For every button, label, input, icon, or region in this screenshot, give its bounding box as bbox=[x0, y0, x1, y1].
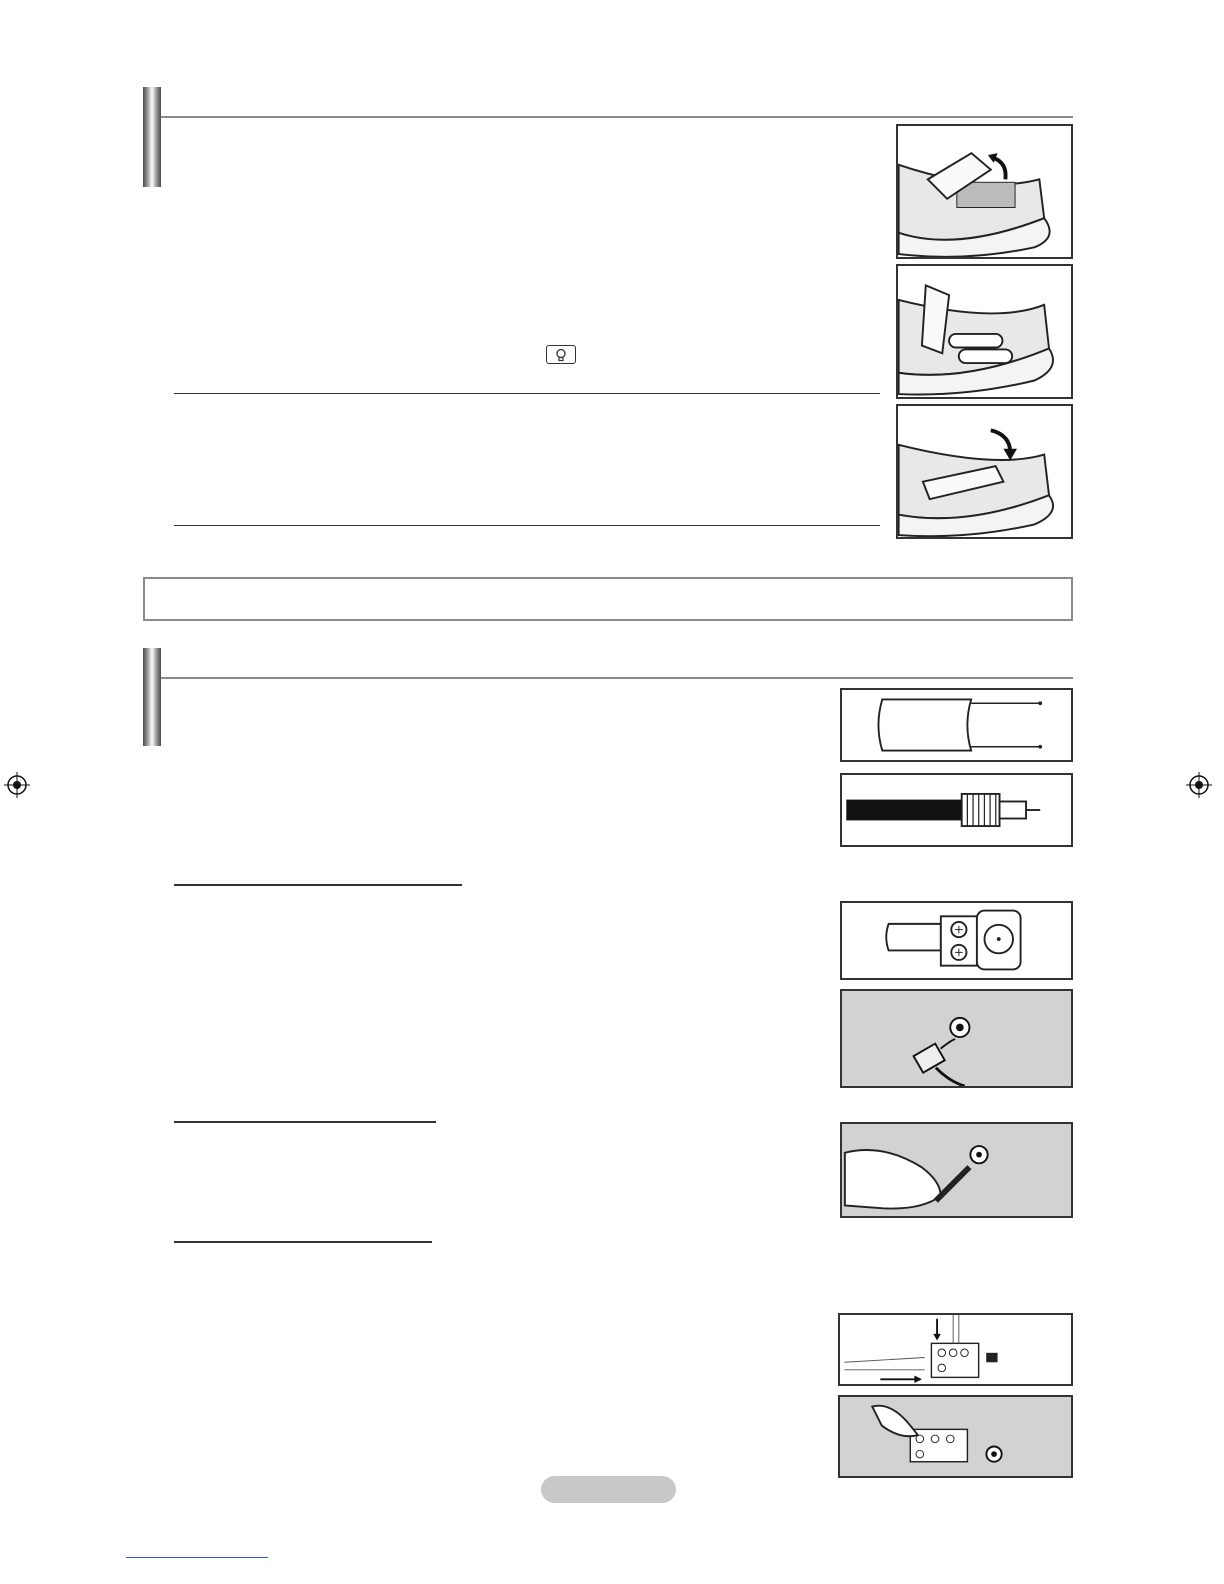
lamp-icon bbox=[554, 348, 568, 362]
note-rule-bottom bbox=[174, 525, 880, 526]
splitter-connection-figure bbox=[838, 1313, 1073, 1386]
subsection-rule-1 bbox=[174, 884, 462, 886]
subsection-rule-3 bbox=[174, 1241, 432, 1243]
remote-close-cover-figure bbox=[896, 404, 1073, 539]
splitter-in-hand-figure bbox=[838, 1395, 1073, 1478]
section-1-rule bbox=[161, 116, 1073, 118]
registration-mark-icon bbox=[4, 772, 30, 798]
section-1-bar bbox=[143, 87, 161, 187]
adapter-twin-lead-screws-figure bbox=[840, 901, 1073, 980]
cable-plug-in-hand-figure bbox=[840, 1122, 1073, 1218]
section-banner bbox=[143, 577, 1073, 621]
section-2-bar bbox=[143, 648, 161, 746]
antenna-terminal-plug-figure bbox=[840, 989, 1073, 1088]
cable-75ohm-round-figure bbox=[840, 773, 1073, 847]
remote-open-cover-figure bbox=[896, 124, 1073, 259]
subsection-rule-2 bbox=[174, 1121, 436, 1123]
lamp-button-icon bbox=[546, 345, 576, 364]
remote-insert-batteries-figure bbox=[896, 264, 1073, 399]
section-2-rule bbox=[161, 677, 1073, 679]
cable-300ohm-twin-lead-figure bbox=[840, 688, 1073, 762]
registration-mark-icon bbox=[1186, 772, 1212, 798]
footer-link-line bbox=[126, 1557, 268, 1558]
page-number-pill bbox=[541, 1476, 676, 1503]
note-rule-top bbox=[174, 393, 880, 394]
